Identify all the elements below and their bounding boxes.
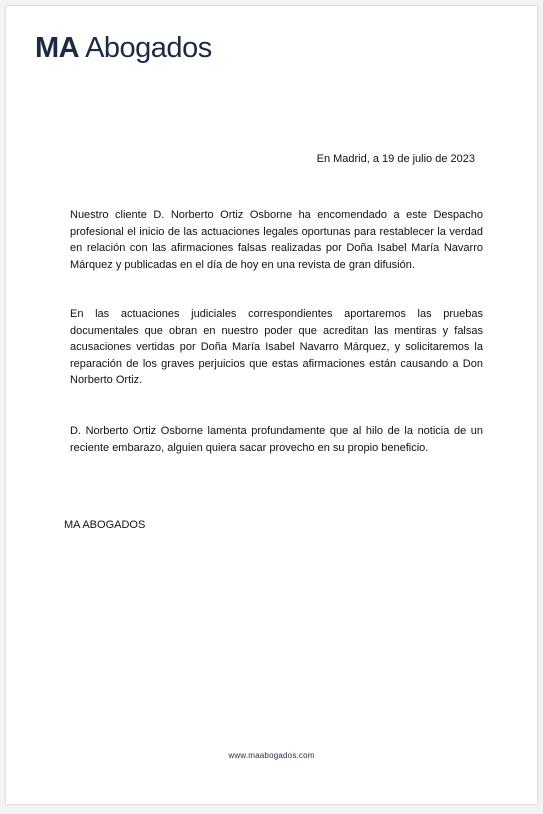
paragraph-2: En las actuaciones judiciales correspondientes aportaremos las pruebas documentales que obran en nuestro poder que acreditan las mentiras y falsas acusaciones vertidas por Doña María Isabel Navarro Márquez, y solicitaremos la reparación de los graves perjuicios que estas afirmaciones están causando a Don Norberto Ortiz. bbox=[70, 308, 483, 386]
footer-website: www.maabogados.com bbox=[228, 751, 315, 760]
logo-abogados: Abogados bbox=[85, 32, 212, 64]
paragraph-1: Nuestro cliente D. Norberto Ortiz Osborne ha encomendado a este Despacho profesional el inicio de las actuaciones legales oportunas para restablecer la verdad en relación con las afirmaciones falsas realizadas por Doña Isabel María Navarro Márquez y publicadas en el día de hoy en una revista de gran difusión. bbox=[70, 209, 483, 271]
paragraph-3: D. Norberto Ortiz Osborne lamenta profundamente que al hilo de la noticia de un reciente embarazo, alguien quiera sacar provecho en su propio beneficio. bbox=[70, 425, 483, 454]
date-line: En Madrid, a 19 de julio de 2023 bbox=[316, 153, 475, 165]
signature: MA ABOGADOS bbox=[64, 519, 146, 531]
letter-page bbox=[6, 6, 537, 804]
company-logo bbox=[35, 34, 212, 63]
logo-ma: MA bbox=[35, 32, 80, 64]
